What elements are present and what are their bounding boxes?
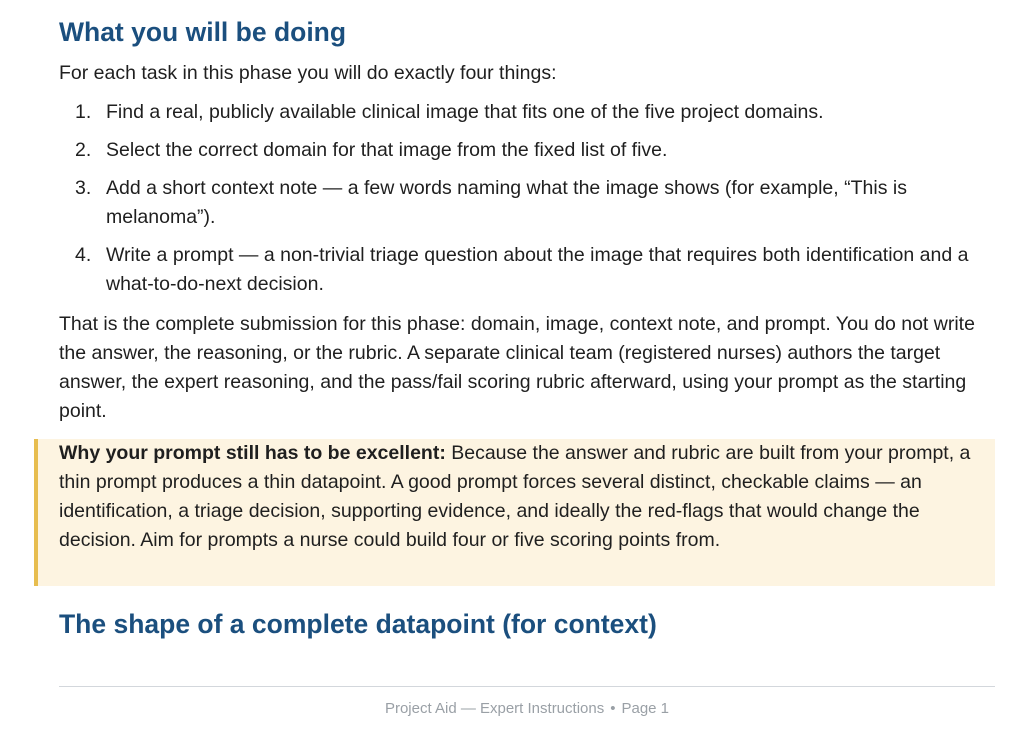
list-item-number: 2. (75, 139, 92, 161)
list-item-text: Write a prompt — a non-trivial triage question about the image that requires both identification and a what-to-do-next decision. (106, 244, 969, 295)
callout-lead: Why your prompt still has to be excellent: (59, 442, 446, 464)
callout-box (34, 439, 995, 586)
section-heading-what-you-will-be-doing: What you will be doing (59, 17, 347, 47)
callout-text (59, 439, 995, 555)
task-steps-list (59, 98, 995, 308)
submission-paragraph: That is the complete submission for this phase: domain, image, context note, and prompt. You do not write the answer, the reasoning, or the rubric. A separate clinical team (registered nurses) authors the target answer, the expert reasoning, and the pass/fail scoring rubric afterward, using your prompt as the starting point. (59, 313, 975, 422)
page-footer (59, 699, 995, 719)
list-item (59, 98, 995, 127)
list-item (59, 174, 995, 232)
list-item-number: 4. (75, 244, 92, 266)
section-heading-datapoint-shape: The shape of a complete datapoint (for context) (59, 609, 657, 639)
list-item (59, 136, 995, 165)
list-item-text: Find a real, publicly available clinical image that fits one of the five project domains. (106, 101, 824, 123)
footer-page-number: Page 1 (621, 700, 670, 717)
list-item-number: 3. (75, 177, 92, 199)
footer-divider (59, 686, 995, 687)
footer-separator: • (610, 700, 616, 717)
footer-doc-title: Project Aid — Expert Instructions (384, 700, 605, 717)
list-item-text: Select the correct domain for that image from the fixed list of five. (106, 139, 668, 161)
list-item-number: 1. (75, 101, 92, 123)
intro-text: For each task in this phase you will do exactly four things: (59, 62, 557, 84)
list-item-text: Add a short context note — a few words naming what the image shows (for example, “This is melanoma”). (106, 177, 907, 228)
callout-body: Because the answer and rubric are built from your prompt, a thin prompt produces a thin datapoint. A good prompt forces several distinct, checkable claims — an identification, a triage decision, supporting evidence, and ideally the red-flags that would change the decision. Aim for prompts a nurse could build four or five scoring points from. (59, 442, 971, 551)
list-item (59, 241, 995, 299)
